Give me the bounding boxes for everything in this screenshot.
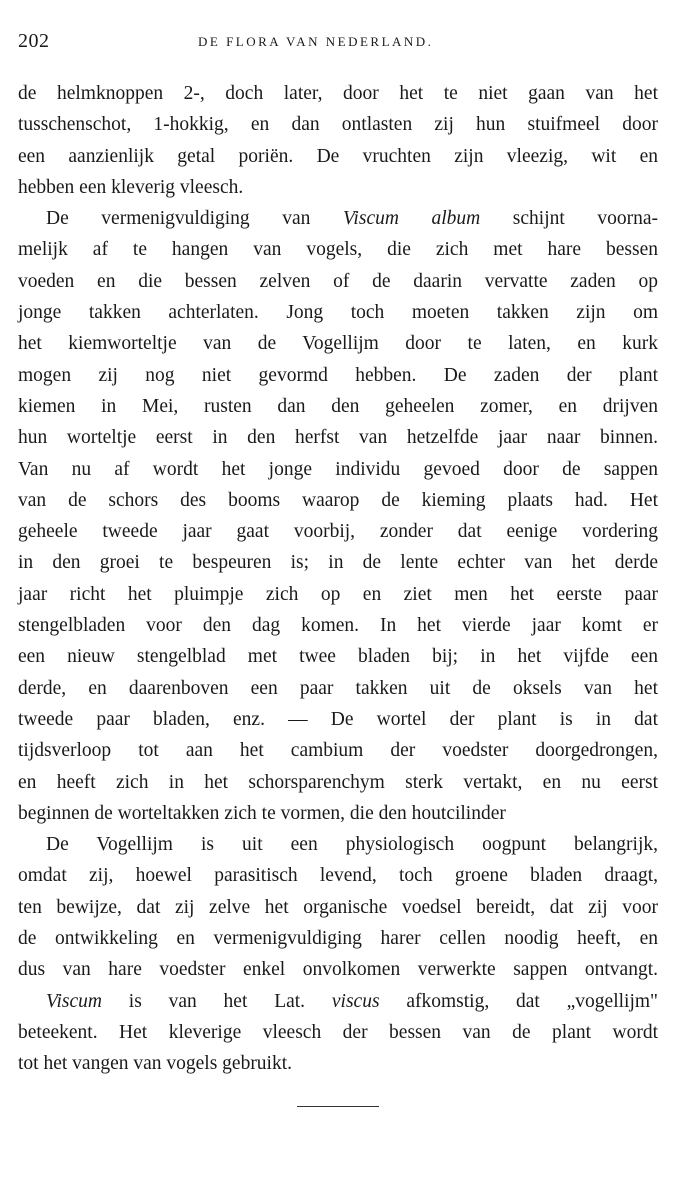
text-line: tweede paar bladen, enz. — De wortel der plant is in dat	[18, 708, 658, 730]
text-run: schijnt voorna-	[480, 208, 658, 230]
text-line: de ontwikkeling en vermenigvuldiging harer cellen noodig heeft, en	[18, 928, 658, 950]
text-line: derde, en daarenboven een paar takken uit de oksels van het	[18, 677, 658, 699]
text-run: De vermenigvuldiging van	[46, 208, 343, 230]
text-line: tot het vangen van vogels gebruikt.	[18, 1053, 293, 1075]
text-line: in den groei te bespeuren is; in de lente echter van het derde	[18, 552, 658, 574]
text-line: het kiemworteltje van de Vogellijm door te laten, en kurk	[18, 333, 658, 355]
page-number: 202	[18, 30, 50, 52]
text-line: van de schors des booms waarop de kieming plaats had. Het	[18, 489, 658, 511]
text-run: is van het Lat.	[101, 990, 332, 1012]
text-line: voeden en die bessen zelven of de daarin vervatte zaden op	[18, 270, 658, 292]
text-run: afkomstig, dat „vogellijm"	[379, 990, 659, 1012]
text-line	[18, 203, 658, 234]
text-line: kiemen in Mei, rusten dan den geheelen zomer, en drijven	[18, 395, 658, 417]
text-line: ten bewijze, dat zij zelve het organische voedsel bereidt, dat zij voor	[18, 896, 658, 918]
running-head: DE FLORA VAN NEDERLAND.	[198, 34, 434, 49]
text-line: stengelbladen voor den dag komen. In het vierde jaar komt er	[18, 615, 658, 637]
latin-word: viscus	[331, 990, 380, 1012]
paragraph-4	[18, 986, 658, 1080]
text-line: De Vogellijm is uit een physiologisch oogpunt belangrijk,	[46, 834, 658, 856]
text-line: een nieuw stengelblad met twee bladen bij; in het vijfde een	[18, 646, 658, 668]
text-line: jaar richt het pluimpje zich op en ziet men het eerste paar	[18, 583, 658, 605]
text-line: geheele tweede jaar gaat voorbij, zonder dat eenige vordering	[18, 521, 658, 543]
body-text	[18, 78, 658, 1107]
text-line: hebben een kleverig vleesch.	[18, 176, 244, 198]
genus-name: Viscum	[46, 990, 102, 1012]
paragraph-3	[18, 829, 658, 985]
section-divider	[297, 1106, 379, 1107]
text-line: mogen zij nog niet gevormd hebben. De zaden der plant	[18, 364, 658, 386]
text-line: een aanzienlijk getal poriën. De vruchten zijn vleezig, wit en	[18, 145, 658, 167]
paragraph-1	[18, 78, 658, 203]
text-line: tijdsverloop tot aan het cambium der voedster doorgedrongen,	[18, 740, 658, 762]
text-line: melijk af te hangen van vogels, die zich met hare bessen	[18, 239, 658, 261]
book-page	[18, 22, 658, 1107]
paragraph-2	[18, 203, 658, 829]
text-line: beteekent. Het kleverige vleesch der bessen van de plant wordt	[18, 1021, 658, 1043]
text-line: jonge takken achterlaten. Jong toch moeten takken zijn om	[18, 302, 658, 324]
text-line: en heeft zich in het schorsparenchym sterk vertakt, en nu eerst	[18, 771, 658, 793]
text-line: beginnen de worteltakken zich te vormen, die den houtcilinder	[18, 802, 506, 824]
text-line	[18, 986, 658, 1017]
text-line: de helmknoppen 2-, doch later, door het te niet gaan van het	[18, 83, 658, 104]
species-name: Viscum album	[342, 208, 481, 230]
page-header	[18, 22, 658, 62]
text-line: tusschenschot, 1-hokkig, en dan ontlasten zij hun stuifmeel door	[18, 114, 658, 136]
text-line: hun worteltje eerst in den herfst van hetzelfde jaar naar binnen.	[18, 427, 658, 449]
text-line: Van nu af wordt het jonge individu gevoed door de sappen	[18, 458, 658, 480]
text-line: dus van hare voedster enkel onvolkomen verwerkte sappen ontvangt.	[18, 959, 658, 981]
text-line: omdat zij, hoewel parasitisch levend, toch groene bladen draagt,	[18, 865, 658, 887]
